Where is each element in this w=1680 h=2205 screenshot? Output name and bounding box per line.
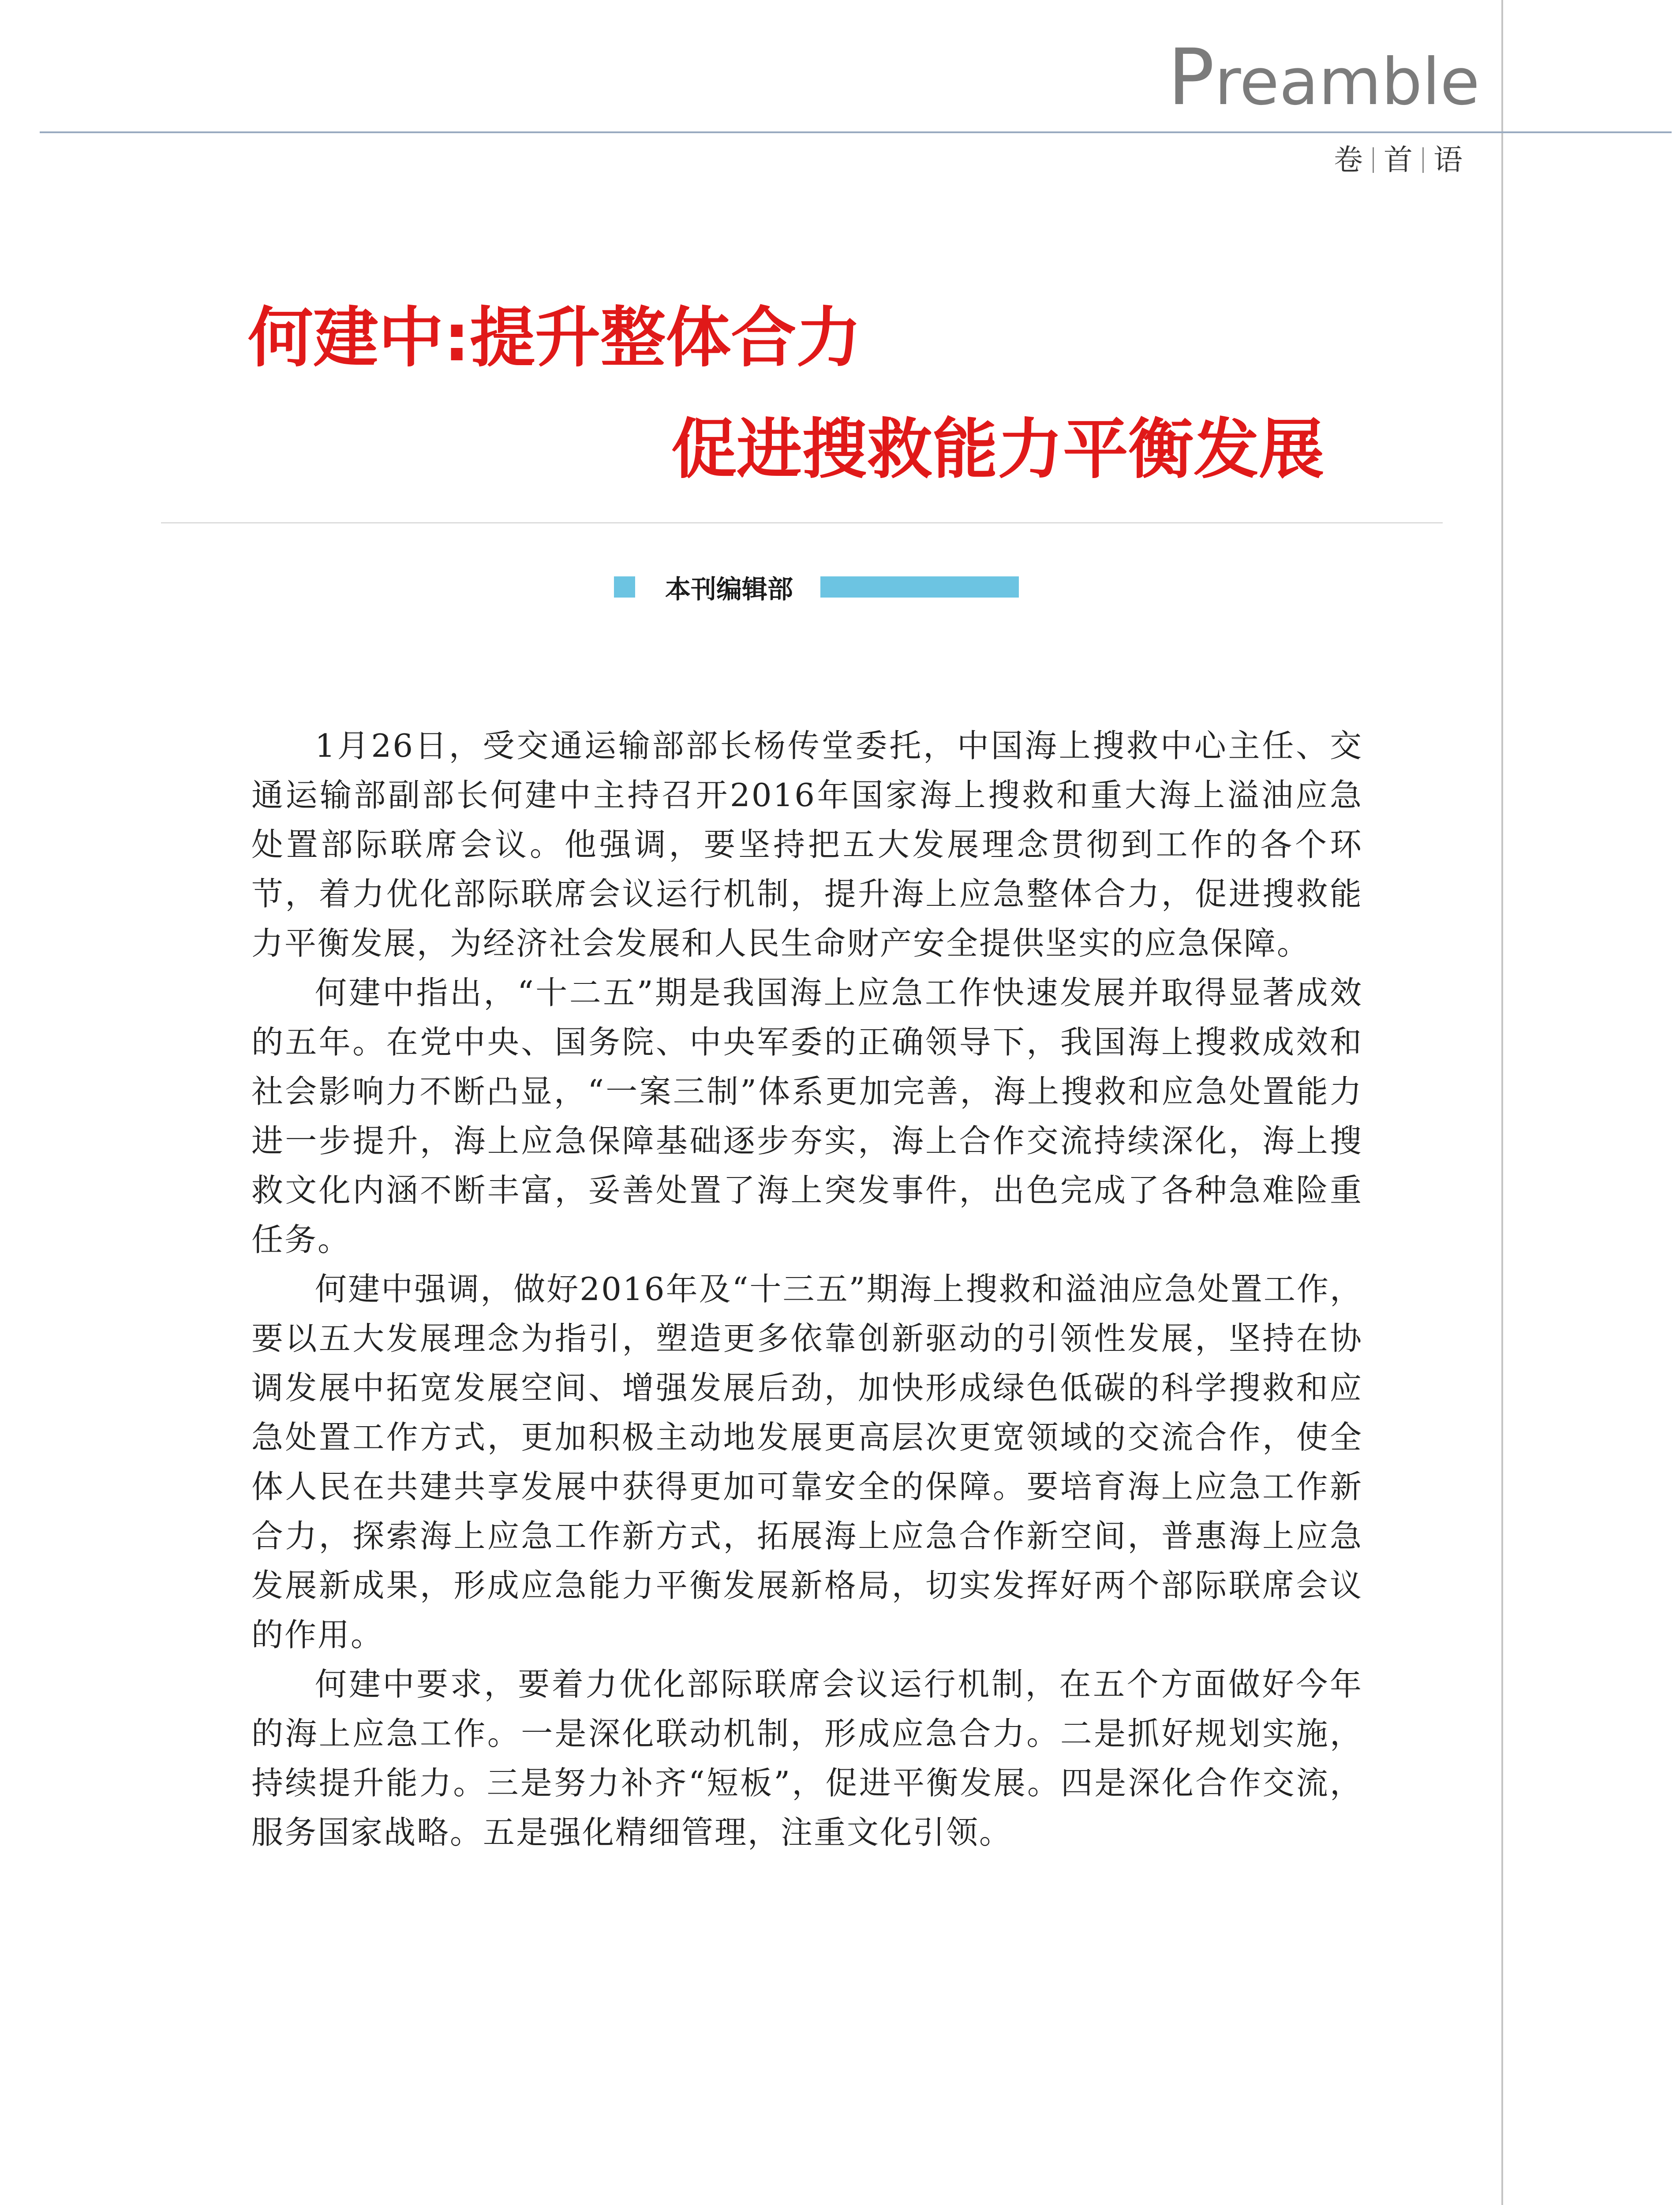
article-body [251,721,1363,1857]
article-title-line-1: 何建中:提升整体合力 [248,300,862,376]
section-label-char: 语 [1433,143,1463,177]
title-divider [161,522,1443,523]
article-title-line-2: 促进搜救能力平衡发展 [671,411,1324,487]
section-label-char: 首 [1384,143,1413,177]
header-rule [40,131,1672,133]
byline-square-marker [614,576,635,598]
section-label-divider [1422,147,1424,173]
article-paragraph: 何建中要求，要着力优化部际联席会议运行机制，在五个方面做好今年的海上应急工作。一是深化联动机制，形成应急合力。二是抓好规划实施，持续提升能力。三是努力补齐“短板”，促进平衡发展。四是深化合作交流，服务国家战略。五是强化精细管理，注重文化引领。 [251,1666,1363,1851]
section-label [1330,143,1466,177]
preamble-rest: reamble [1214,45,1480,120]
byline-author: 本刊编辑部 [665,574,793,604]
article-paragraph: 何建中指出，“十二五”期是我国海上应急工作快速发展并取得显著成效的五年。在党中央、国务院、中央军委的正确领导下，我国海上搜救成效和社会影响力不断凸显，“一案三制”体系更加完善，海上搜救和应急处置能力进一步提升，海上应急保障基础逐步夯实，海上合作交流持续深化，海上搜救文化内涵不断丰富，妥善处置了海上突发事件，出色完成了各种急难险重任务。 [251,974,1363,1258]
article-paragraph: 何建中强调，做好2016年及“十三五”期海上搜救和溢油应急处置工作，要以五大发展理念为指引，塑造更多依靠创新驱动的引领性发展，坚持在协调发展中拓宽发展空间、增强发展后劲，加快形成绿色低碳的科学搜救和应急处置工作方式，更加积极主动地发展更高层次更宽领域的交流合作，使全体人民在共建共享发展中获得更加可靠安全的保障。要培育海上应急工作新合力，探索海上应急工作新方式，拓展海上应急合作新空间，普惠海上应急发展新成果，形成应急能力平衡发展新格局，切实发挥好两个部际联席会议的作用。 [251,1271,1363,1653]
page-edge-vertical-rule [1501,0,1503,2205]
preamble-heading [1167,32,1480,123]
byline [614,572,1019,602]
preamble-initial: P [1167,32,1215,123]
section-label-char: 卷 [1334,143,1363,177]
section-label-divider [1373,147,1374,173]
byline-bar-marker [820,576,1019,598]
article-paragraph: 1月26日，受交通运输部部长杨传堂委托，中国海上搜救中心主任、交通运输部副部长何建中主持召开2016年国家海上搜救和重大海上溢油应急处置部际联席会议。他强调，要坚持把五大发展理念贯彻到工作的各个环节，着力优化部际联席会议运行机制，提升海上应急整体合力，促进搜救能力平衡发展，为经济社会发展和人民生命财产安全提供坚实的应急保障。 [251,727,1363,962]
